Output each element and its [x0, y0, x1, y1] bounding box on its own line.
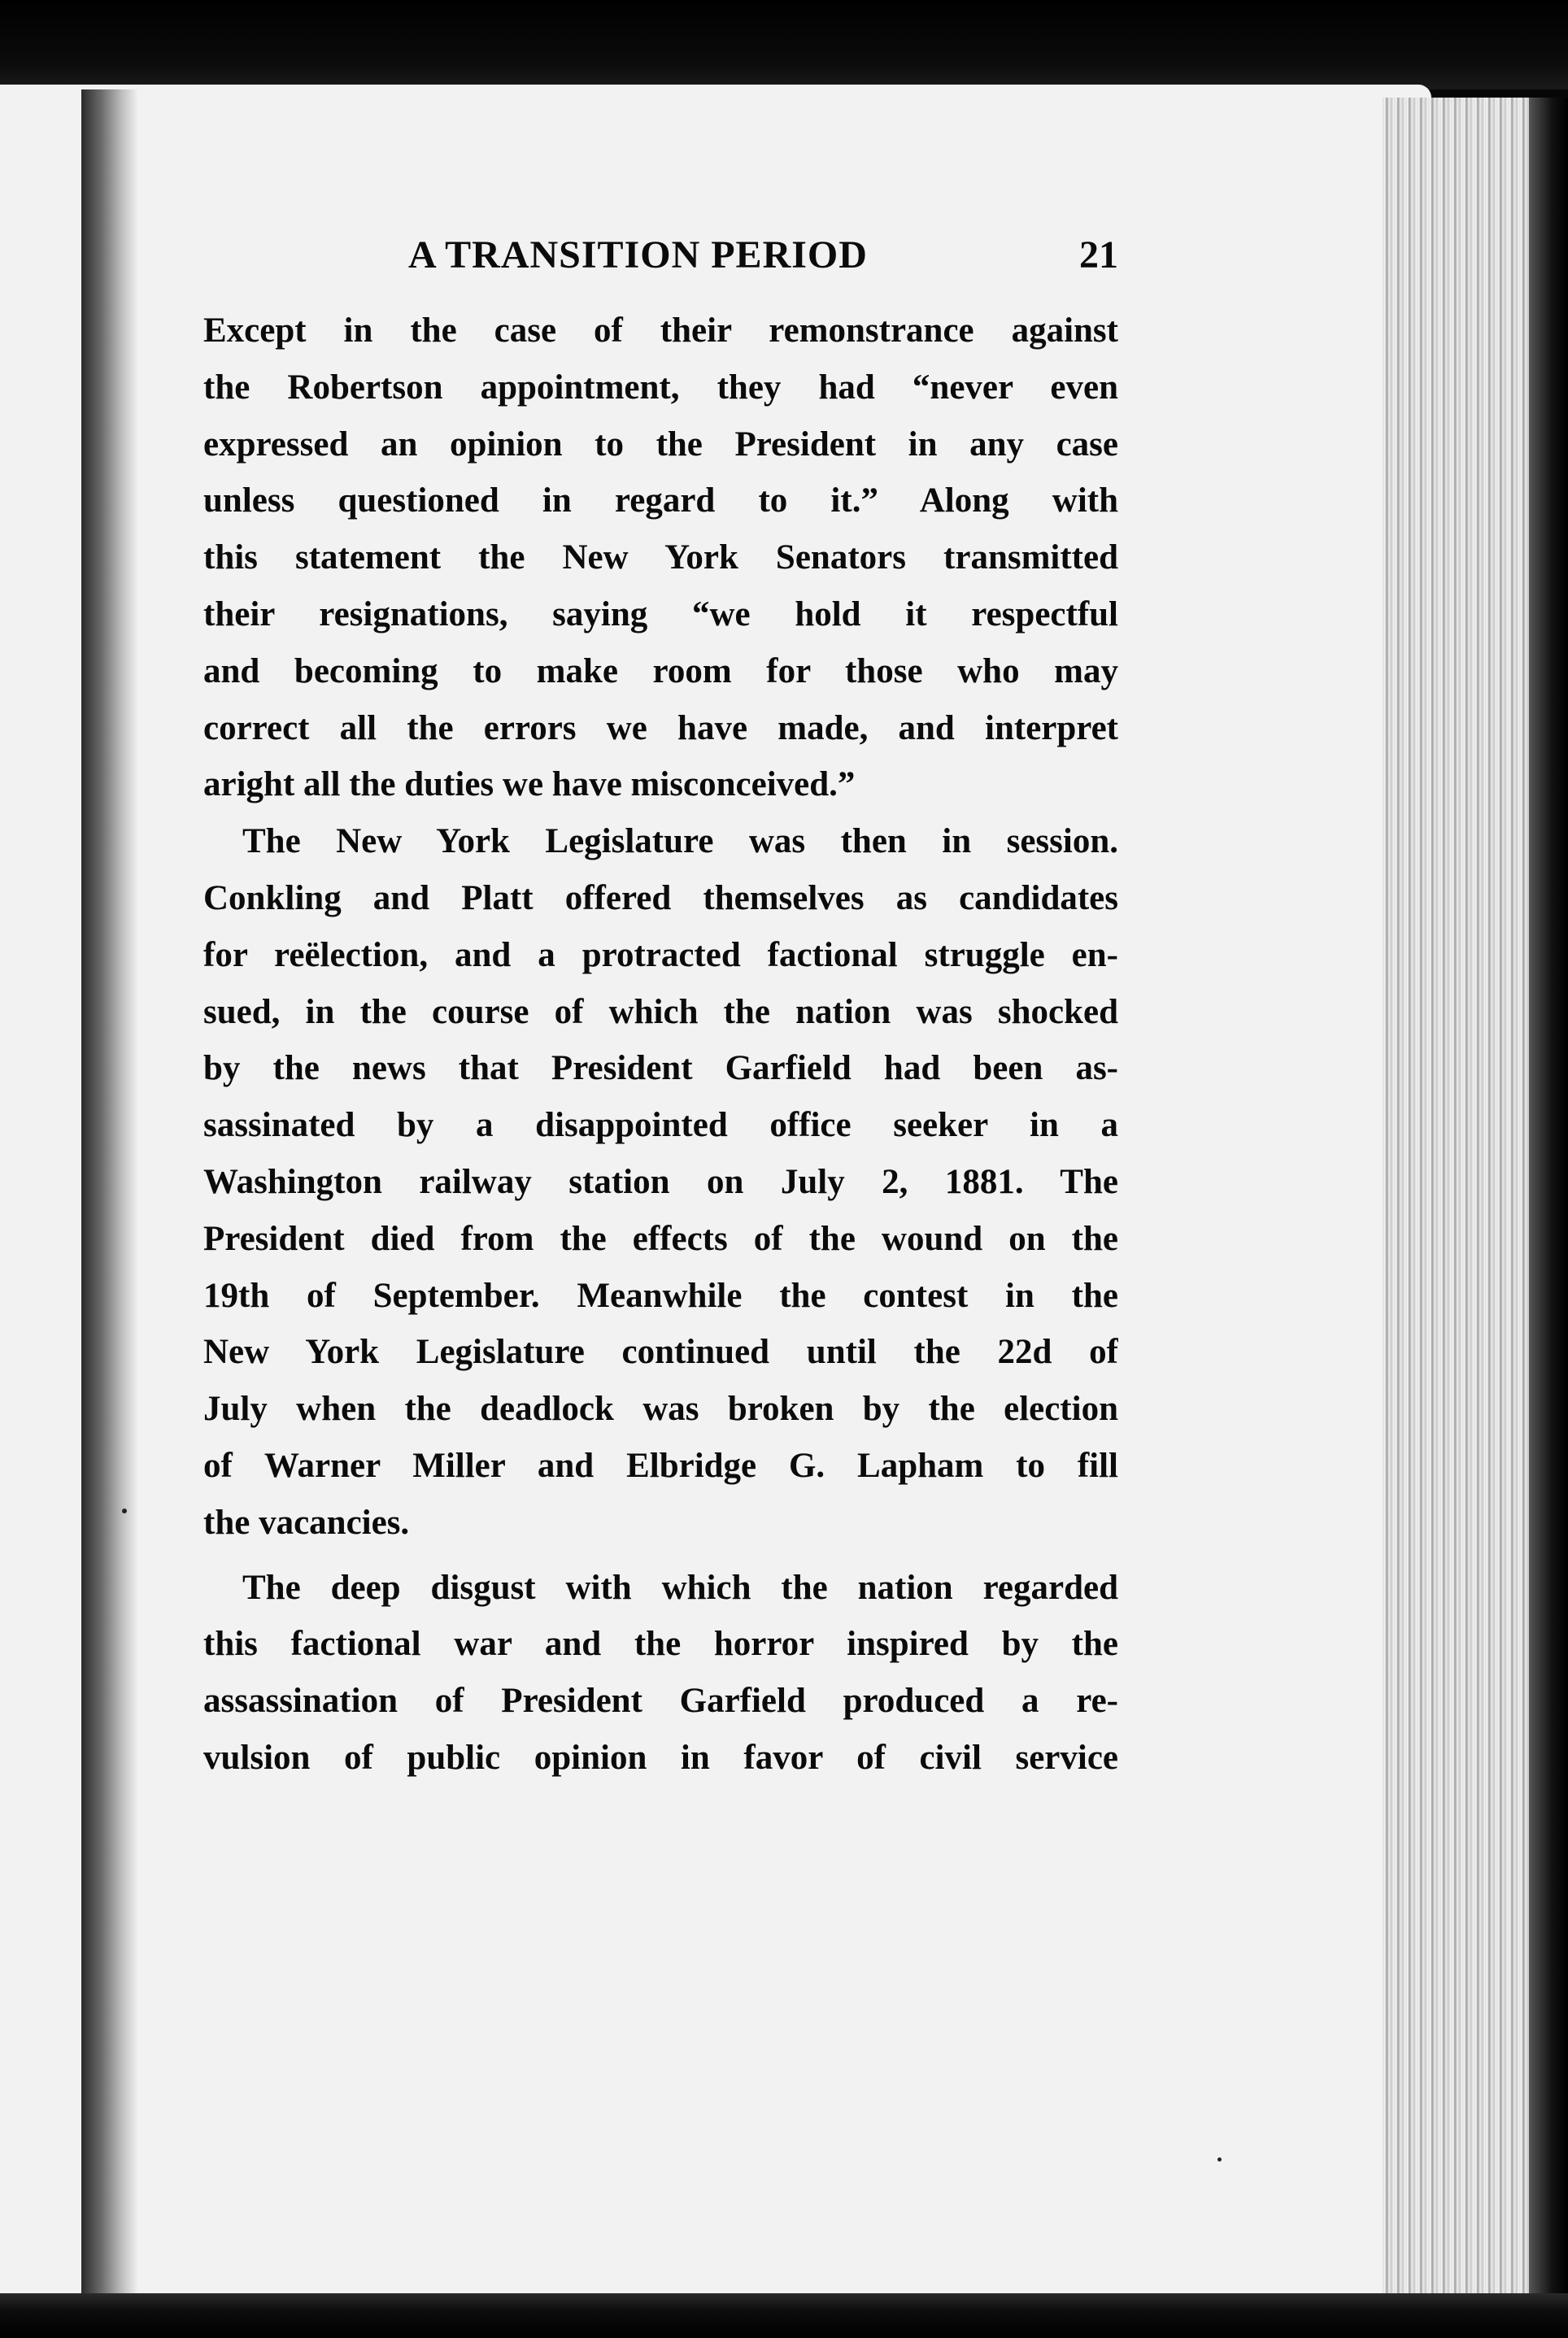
book-cover-edge [1529, 98, 1568, 2338]
text-line: The deep disgust with which the nation regarded [242, 1568, 1118, 1607]
text-line: sassinated by a disappointed office seeker in a [203, 1106, 1118, 1145]
scan-speck [122, 1509, 127, 1513]
text-line: this statement the New York Senators transmitted [203, 538, 1118, 577]
text-line: sued, in the course of which the nation was shocked [203, 992, 1118, 1031]
text-line: assassination of President Garfield produced a re- [203, 1682, 1118, 1721]
text-line: unless questioned in regard to it.” Along with [203, 481, 1118, 520]
bottom-edge [0, 2293, 1568, 2338]
page-gutter-shadow [81, 89, 138, 2293]
text-line: Except in the case of their remonstrance against [203, 311, 1118, 350]
text-line: correct all the errors we have made, and interpret [203, 708, 1118, 747]
text-line: and becoming to make room for those who may [203, 651, 1118, 690]
text-line: of Warner Miller and Elbridge G. Lapham to fill [203, 1446, 1118, 1485]
running-title: A TRANSITION PERIOD [408, 233, 868, 276]
text-line: Washington railway station on July 2, 1881. The [203, 1162, 1118, 1201]
scan-speck [1217, 2157, 1222, 2162]
text-line: New York Legislature continued until the 22d of [203, 1333, 1118, 1372]
text-line: for reëlection, and a protracted factional struggle en- [203, 935, 1118, 974]
text-line: this factional war and the horror inspired by the [203, 1625, 1118, 1664]
text-line: Conkling and Platt offered themselves as candidates [203, 878, 1118, 917]
text-line: 19th of September. Meanwhile the contest in the [203, 1276, 1118, 1315]
page-number: 21 [1079, 233, 1118, 276]
text-line: their resignations, saying “we hold it respectful [203, 594, 1118, 633]
running-head [203, 233, 1118, 290]
text-line: by the news that President Garfield had been as- [203, 1049, 1118, 1088]
text-line: the Robertson appointment, they had “never even [203, 368, 1118, 407]
text-line: expressed an opinion to the President in any case [203, 424, 1118, 464]
text-line: aright all the duties we have misconceived.” [203, 765, 856, 804]
body-text [203, 303, 1118, 1787]
text-line: President died from the effects of the wound on the [203, 1219, 1118, 1258]
paragraph-gap [203, 1552, 1118, 1560]
text-line: the vacancies. [203, 1503, 410, 1542]
text-line: July when the deadlock was broken by the election [203, 1390, 1118, 1429]
top-shadow [0, 0, 1568, 89]
text-line: The New York Legislature was then in session. [242, 822, 1118, 861]
text-line: vulsion of public opinion in favor of civil service [203, 1738, 1118, 1777]
